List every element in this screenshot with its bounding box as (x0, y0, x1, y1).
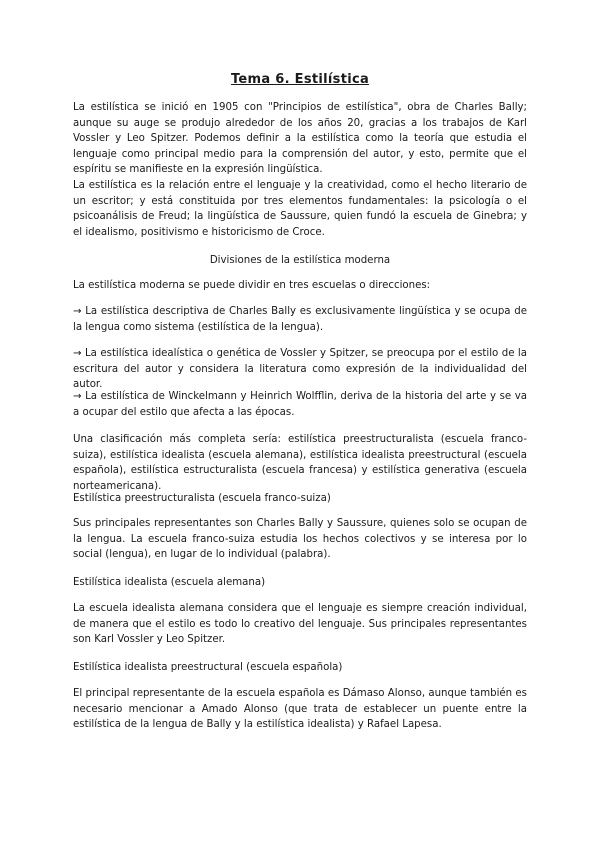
section-subtitle: Divisiones de la estilística moderna (209, 255, 391, 266)
document-title: Tema 6. Estilística (230, 72, 370, 87)
paragraph-divisions: La estilística moderna se puede dividir en tres escuelas o direcciones: (73, 280, 431, 291)
paragraph-vossler-spitzer: → La estilística idealística o genética de Vossler y Spitzer, se preocupa por el estilo de la escritura del autor y considera la literatura como expresión de la individualidad del autor. (73, 348, 527, 391)
paragraph-bally: → La estilística descriptiva de Charles Bally es exclusivamente lingüística y se ocupa de la lengua como sistema (estilística de la lengua). (73, 306, 527, 333)
paragraph-definition: La estilística es la relación entre el lenguaje y la creatividad, como el hecho literario de un escritor; y está constituida por tres elementos fundamentales: la psicología o el psicoanálisis de Freud; la lingüística de Saussure, quien fundó la escuela de Ginebra; y el idealismo, positivismo e historicismo de Croce. (73, 180, 527, 238)
paragraph-winckelmann: → La estilística de Winckelmann y Heinrich Wolfflin, deriva de la historia del arte y se va a ocupar del estilo que afecta a las épocas. (73, 391, 527, 418)
paragraph-franco-suiza: Sus principales representantes son Charles Bally y Saussure, quienes solo se ocupan de la lengua. La escuela franco-suiza estudia los hechos colectivos y se interesa por lo social (lengua), en lugar de lo individual (palabra). (73, 518, 527, 561)
heading-idealista-preestructural: Estilística idealista preestructural (escuela española) (73, 662, 343, 673)
heading-preestructuralista: Estilística preestructuralista (escuela franco-suiza) (73, 493, 331, 504)
paragraph-alemana: La escuela idealista alemana considera que el lenguaje es siempre creación individual, de manera que el estilo es todo lo creativo del lenguaje. Sus principales representantes son Karl Vossler y Leo Spitzer. (73, 603, 527, 646)
paragraph-espanola: El principal representante de la escuela española es Dámaso Alonso, aunque también es necesario mencionar a Amado Alonso (que trata de establecer un puente entre la estilística de la lengua de Bally y la estilística idealista) y Rafael Lapesa. (73, 688, 527, 731)
paragraph-intro: La estilística se inició en 1905 con "Principios de estilística", obra de Charles Bally; aunque su auge se produjo alrededor de los años 20, gracias a los trabajos de Karl Vossler y Leo Spitzer. Podemos definir a la estilística como la teoría que estudia el lenguaje como principal medio para la comprensión del autor, y esto, permite que el espíritu se manifieste en la expresión lingüística. (73, 102, 527, 176)
heading-idealista: Estilística idealista (escuela alemana) (73, 577, 266, 588)
paragraph-classification: Una clasificación más completa sería: estilística preestructuralista (escuela franco-suiza), estilística idealista (escuela alemana), estilística idealista preestructural (escuela española), estilística estructuralista (escuela francesa) y estilística generativa (escuela norteamericana). (73, 434, 527, 492)
